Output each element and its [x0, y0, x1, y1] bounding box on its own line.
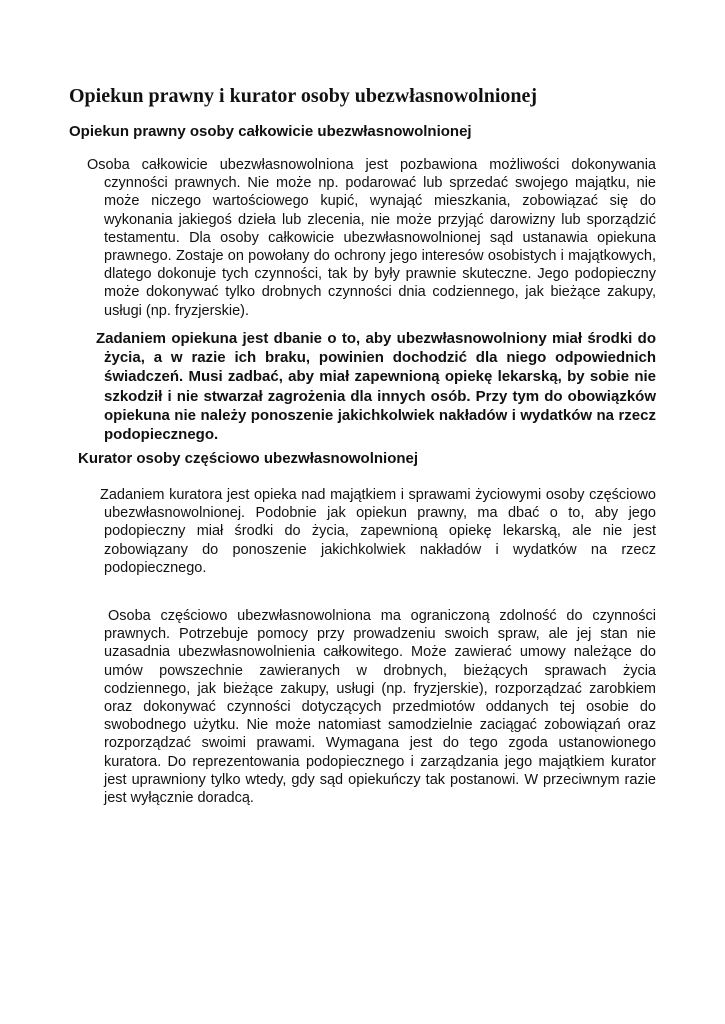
section1-heading: Opiekun prawny osoby całkowicie ubezwłasnowolnionej: [69, 123, 472, 140]
section2-paragraph2: Osoba częściowo ubezwłasnowolniona ma ograniczoną zdolność do czynności prawnych. Potrzebuje pomocy przy prowadzeniu swoich spraw, ale jej stan nie uzasadnia ubezwłasnowolnienia całkowitego. Może zawierać umowy należące do umów powszechnie zawieranych w drobnych, bieżących sprawach życia codziennego, jak bieżące zakupy, usługi (np. fryzjerskie), rozporządzać zarobkiem oraz dokonywać czynności dotyczących przedmiotów oddanych tej osobie do swobodnego użytku. Nie może natomiast samodzielnie zaciągać zobowiązań oraz rozporządzać swoimi prawami. Wymagana jest do tego zgoda ustanowionego kuratora. Do reprezentowania podopiecznego i zarządzania jego majątkiem kurator jest uprawniony tylko wtedy, gdy sąd opiekuńczy tak postanowi. W przeciwnym razie jest wyłącznie doradcą.: [104, 608, 656, 807]
document-title: Opiekun prawny i kurator osoby ubezwłasnowolnionej: [69, 85, 538, 107]
section1-paragraph1: Osoba całkowicie ubezwłasnowolniona jest pozbawiona możliwości dokonywania czynności prawnych. Nie może np. podarować lub sprzedać swojego majątku, nie może niczego wartościowego kupić, wynająć mieszkania, zobowiązać się do wykonania jakiegoś dzieła lub zlecenia, nie może przyjąć darowizny lub sporządzić testamentu. Dla osoby całkowicie ubezwłasnowolnionej sąd ustanawia opiekuna prawnego. Zostaje on powołany do ochrony jego interesów osobistych i majątkowych, dlatego dokonuje tych czynności, tak by były prawnie skuteczne. Jego podopieczny może dokonywać tylko drobnych czynności dnia codziennego, jak bieżące zakupy, usługi (np. fryzjerskie).: [87, 157, 656, 319]
section2-heading: Kurator osoby częściowo ubezwłasnowolnionej: [78, 450, 419, 467]
section1-paragraph2: Zadaniem opiekuna jest dbanie o to, aby ubezwłasnowolniony miał środki do życia, a w razie ich braku, powinien dochodzić dla niego odpowiednich świadczeń. Musi zadbać, aby miał zapewnioną opiekę lekarską, by sobie nie szkodził i nie stwarzał zagrożenia dla innych osób. Przy tym do obowiązków opiekuna nie należy ponoszenie jakichkolwiek nakładów i wydatków na rzecz podopiecznego.: [96, 330, 656, 444]
section2-paragraph1: Zadaniem kuratora jest opieka nad majątkiem i sprawami życiowymi osoby częściowo ubezwłasnowolnionej. Podobnie jak opiekun prawny, ma dbać o to, aby jego podopieczny miał środki do życia, zapewnioną opiekę lekarską, ale nie jest zobowiązany do ponoszenie jakichkolwiek nakładów i wydatków na rzecz podopiecznego.: [100, 487, 656, 576]
